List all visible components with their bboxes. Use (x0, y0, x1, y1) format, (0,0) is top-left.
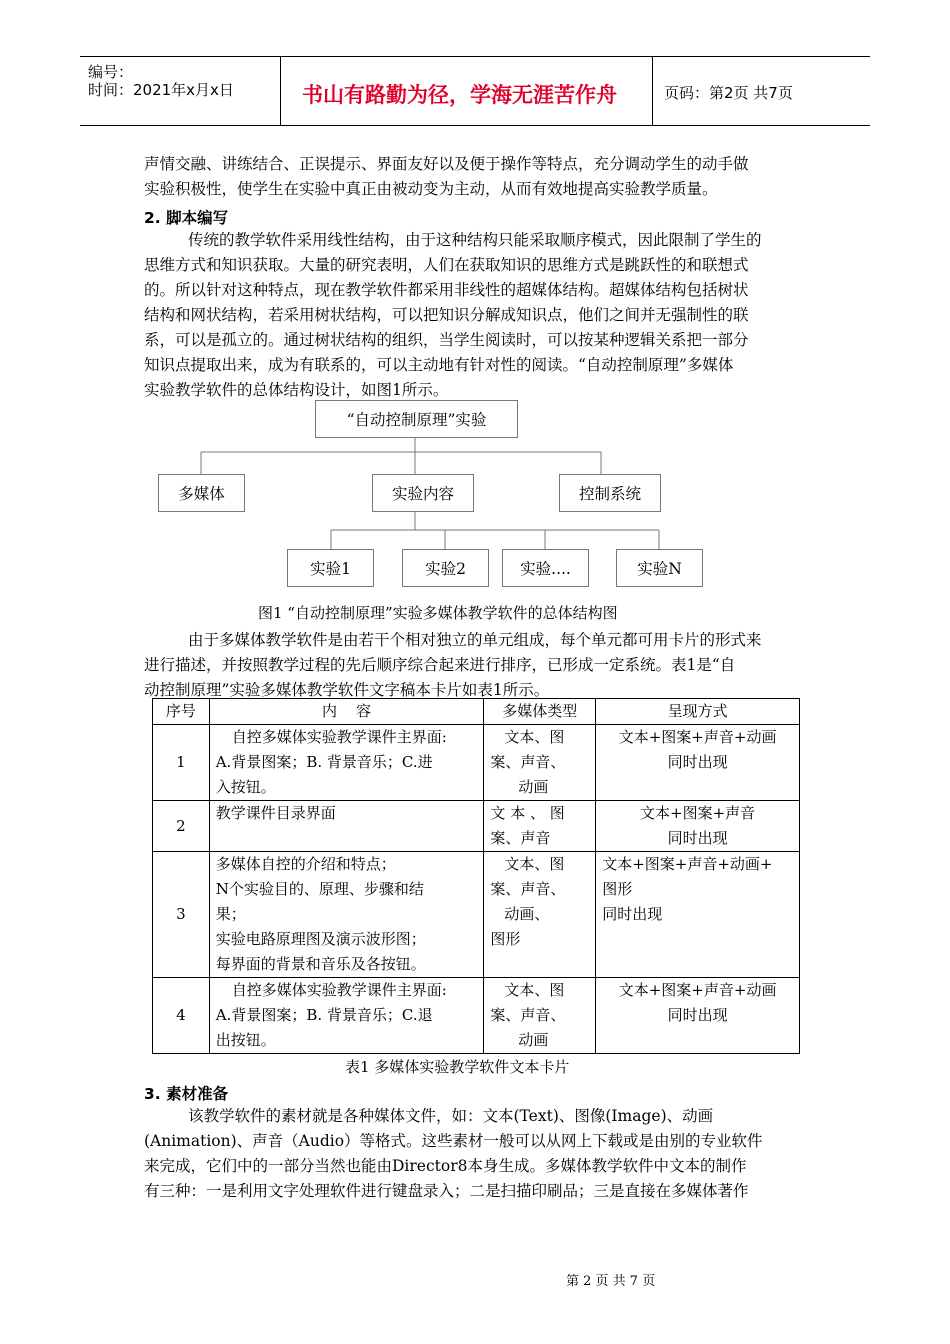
diagram-node-experiment-content: 实验内容 (372, 474, 474, 512)
cell-line: 同时出现 (602, 905, 663, 923)
diagram-node-experiment-1: 实验1 (287, 549, 374, 587)
text-line: 该教学软件的素材就是各种媒体文件，如：文本(Text)、图像(Image)、动画 (188, 1107, 714, 1125)
row-content (209, 852, 484, 978)
column-header: 内 容 (209, 699, 484, 725)
text-line: 知识点提取出来，成为有联系的，可以主动地有针对性的阅读。“自动控制原理”多媒体 (144, 356, 734, 374)
text-line: 有三种：一是利用文字处理软件进行键盘录入；二是扫描印刷品；三是直接在多媒体著作 (144, 1182, 749, 1200)
header-page-info: 页码：第2页 共7页 (664, 84, 793, 102)
text-line: 动控制原理”实验多媒体教学软件文字稿本卡片如表1所示。 (144, 681, 550, 699)
cell-line: A.背景图案；B. 背景音乐；C.进 (215, 753, 433, 771)
text-line: 的。所以针对这种特点，现在教学软件都采用非线性的超媒体结构。超媒体结构包括树状 (144, 281, 749, 299)
row-number: 1 (153, 725, 210, 801)
diagram-node-experiment-2: 实验2 (402, 549, 489, 587)
page-footer: 第 2 页 共 7 页 (566, 1274, 656, 1289)
row-number: 3 (153, 852, 210, 978)
table-intro-paragraph (144, 628, 806, 703)
header-motto: 书山有路勤为径，学海无涯苦作舟 (302, 83, 617, 107)
row-media-type (484, 801, 596, 852)
table-row (153, 801, 800, 852)
cell-line: 出按钮。 (215, 1031, 276, 1049)
row-presentation (596, 725, 800, 801)
text-line: (Animation)、声音（Audio）等格式。这些素材一般可以从网上下载或是由别的专业软件 (144, 1132, 763, 1150)
table-row (153, 852, 800, 978)
cell-line: 多媒体自控的介绍和特点； (215, 855, 396, 873)
row-media-type (484, 978, 596, 1054)
cell-line: A.背景图案；B. 背景音乐；C.退 (215, 1006, 433, 1024)
header-number: 编号： (88, 63, 134, 81)
row-presentation (596, 801, 800, 852)
section-heading: 3. 素材准备 (144, 1085, 229, 1103)
diagram-root-node: “自动控制原理”实验 (315, 400, 518, 438)
structure-diagram-connectors (0, 0, 950, 620)
row-presentation (596, 978, 800, 1054)
cell-line: 案、声音、 (490, 753, 566, 771)
row-presentation (596, 852, 800, 978)
figure-caption: 图1 “自动控制原理”实验多媒体教学软件的总体结构图 (258, 604, 618, 622)
cell-line: 案、声音 (490, 829, 551, 847)
cell-line: 动画、 (504, 905, 550, 923)
cell-line: 文本、图 (504, 855, 565, 873)
cell-line: 入按钮。 (215, 778, 276, 796)
text-line: 思维方式和知识获取。大量的研究表明，人们在获取知识的思维方式是跳跃性的和联想式 (144, 256, 749, 274)
text-line: 实验教学软件的总体结构设计，如图1所示。 (144, 381, 449, 399)
cell-line: 同时出现 (667, 829, 728, 847)
row-content (209, 978, 484, 1054)
cell-line: N个实验目的、原理、步骤和结 (215, 880, 424, 898)
cell-line: 文本+图案+声音 (640, 804, 756, 822)
text-line: 进行描述，并按照教学过程的先后顺序综合起来进行排序，已形成一定系统。表1是“自 (144, 656, 736, 674)
cell-line: 文本+图案+声音+动画+ (602, 855, 773, 873)
row-content (209, 801, 484, 852)
cell-line: 动画 (518, 1031, 549, 1049)
diagram-node-multimedia: 多媒体 (158, 474, 245, 512)
text-line: 来完成，它们中的一部分当然也能由Director8本身生成。多媒体教学软件中文本的制作 (144, 1157, 747, 1175)
cell-line: 文 本 、 图 (490, 804, 565, 822)
text-line: 传统的教学软件采用线性结构，由于这种结构只能采取顺序模式，因此限制了学生的 (188, 231, 762, 249)
table-caption: 表1 多媒体实验教学软件文本卡片 (345, 1058, 570, 1076)
row-number: 2 (153, 801, 210, 852)
table-header-row (153, 699, 800, 725)
table-row (153, 978, 800, 1054)
cell-line: 教学课件目录界面 (215, 804, 336, 822)
table-row (153, 725, 800, 801)
row-number: 4 (153, 978, 210, 1054)
diagram-node-control-system: 控制系统 (559, 474, 661, 512)
row-media-type (484, 725, 596, 801)
cell-line: 自控多媒体实验教学课件主界面: (231, 728, 447, 746)
cell-line: 每界面的背景和音乐及各按钮。 (215, 955, 426, 973)
cell-line: 同时出现 (667, 753, 728, 771)
cell-line: 实验电路原理图及演示波形图； (215, 930, 426, 948)
cell-line: 图形 (490, 930, 521, 948)
cell-line: 案、声音、 (490, 880, 566, 898)
text-line: 由于多媒体教学软件是由若干个相对独立的单元组成，每个单元都可用卡片的形式来 (188, 631, 762, 649)
header-time: 时间：2021年x月x日 (88, 81, 234, 99)
text-line: 声情交融、讲练结合、正误提示、界面友好以及便于操作等特点，充分调动学生的动手做 (144, 155, 749, 173)
cell-line: 文本、图 (504, 981, 565, 999)
cell-line: 自控多媒体实验教学课件主界面: (231, 981, 447, 999)
cell-line: 文本+图案+声音+动画 (618, 981, 777, 999)
cell-line: 图形 (602, 880, 633, 898)
cell-line: 案、声音、 (490, 1006, 566, 1024)
text-card-table (152, 698, 800, 1054)
column-header: 多媒体类型 (484, 699, 596, 725)
text-line: 系，可以是孤立的。通过树状结构的组织，当学生阅读时，可以按某种逻辑关系把一部分 (144, 331, 749, 349)
row-media-type (484, 852, 596, 978)
text-line: 实验积极性，使学生在实验中真正由被动变为主动，从而有效地提高实验教学质量。 (144, 180, 718, 198)
column-header: 序号 (153, 699, 210, 725)
diagram-node-experiment-etc: 实验.... (502, 549, 589, 587)
diagram-node-experiment-n: 实验N (616, 549, 703, 587)
section3-paragraph (144, 1104, 806, 1204)
cell-line: 文本+图案+声音+动画 (618, 728, 777, 746)
section-heading: 2. 脚本编写 (144, 209, 229, 227)
cell-line: 文本、图 (504, 728, 565, 746)
column-header: 呈现方式 (596, 699, 800, 725)
cell-line: 动画 (518, 778, 549, 796)
cell-line: 果； (215, 905, 246, 923)
cell-line: 同时出现 (667, 1006, 728, 1024)
row-content (209, 725, 484, 801)
text-line: 结构和网状结构，若采用树状结构，可以把知识分解成知识点，他们之间并无强制性的联 (144, 306, 749, 324)
